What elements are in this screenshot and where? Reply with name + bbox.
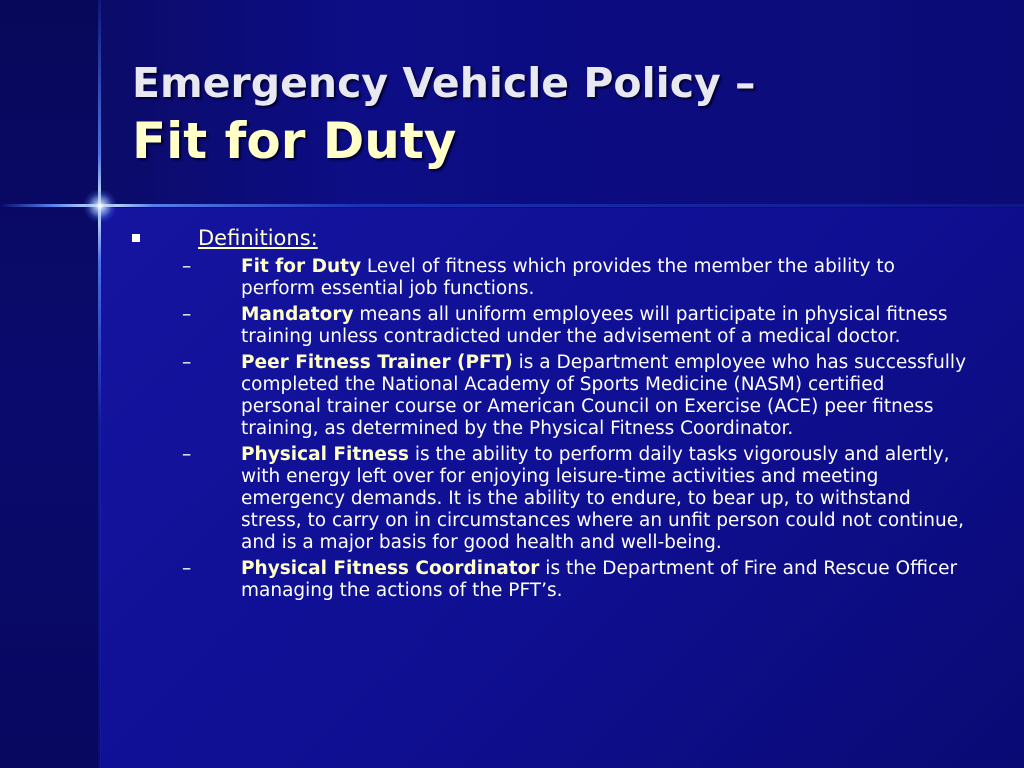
title-line-1: Emergency Vehicle Policy – <box>132 59 756 107</box>
definition-term: Peer Fitness Trainer (PFT) <box>241 352 513 373</box>
slide-title <box>132 56 992 172</box>
definition-item <box>120 256 966 300</box>
definition-term: Mandatory <box>241 304 354 325</box>
dash-bullet: – <box>182 304 192 325</box>
background-left-band <box>0 0 100 768</box>
definitions-list <box>120 256 966 602</box>
definition-item <box>120 304 966 348</box>
square-bullet-icon <box>132 234 140 242</box>
dash-bullet: – <box>182 352 192 373</box>
dash-bullet: – <box>182 558 192 579</box>
definition-text: is the Department of Fire and Rescue Officer managing the actions of the PFT’s. <box>241 558 958 601</box>
dash-bullet: – <box>182 444 192 465</box>
definition-item <box>120 444 966 554</box>
definition-text: is the ability to perform daily tasks vigorously and alertly, with energy left over for enjoying leisure-time activities and meeting emergency demands. It is the ability to endure, to bear up, to withstand stress, to carry on in circumstances where an unfit person could not continue, and is a major basis for good health and well-being. <box>241 444 964 553</box>
definition-item <box>120 558 966 602</box>
horizontal-light-line <box>0 204 1024 207</box>
definition-term: Fit for Duty <box>241 256 362 277</box>
slide-body <box>120 224 966 606</box>
title-line-2: Fit for Duty <box>132 112 457 170</box>
definition-item <box>120 352 966 440</box>
definition-text: is a Department employee who has successfully completed the National Academy of Sports Medicine (NASM) certified personal trainer course or American Council on Exercise (ACE) peer fitness training, as determined by the Physical Fitness Coordinator. <box>241 352 967 439</box>
dash-bullet: – <box>182 256 192 277</box>
definition-text: means all uniform employees will participate in physical fitness training unless contradicted under the advisement of a medical doctor. <box>241 304 948 347</box>
definition-text: Level of fitness which provides the member the ability to perform essential job functions. <box>241 256 895 299</box>
definition-term: Physical Fitness Coordinator <box>241 558 540 579</box>
vertical-light-line <box>98 0 101 768</box>
definition-term: Physical Fitness <box>241 444 409 465</box>
bullet-label: Definitions: <box>198 226 318 250</box>
sparkle-icon <box>84 190 116 222</box>
bullet-definitions <box>120 224 966 252</box>
